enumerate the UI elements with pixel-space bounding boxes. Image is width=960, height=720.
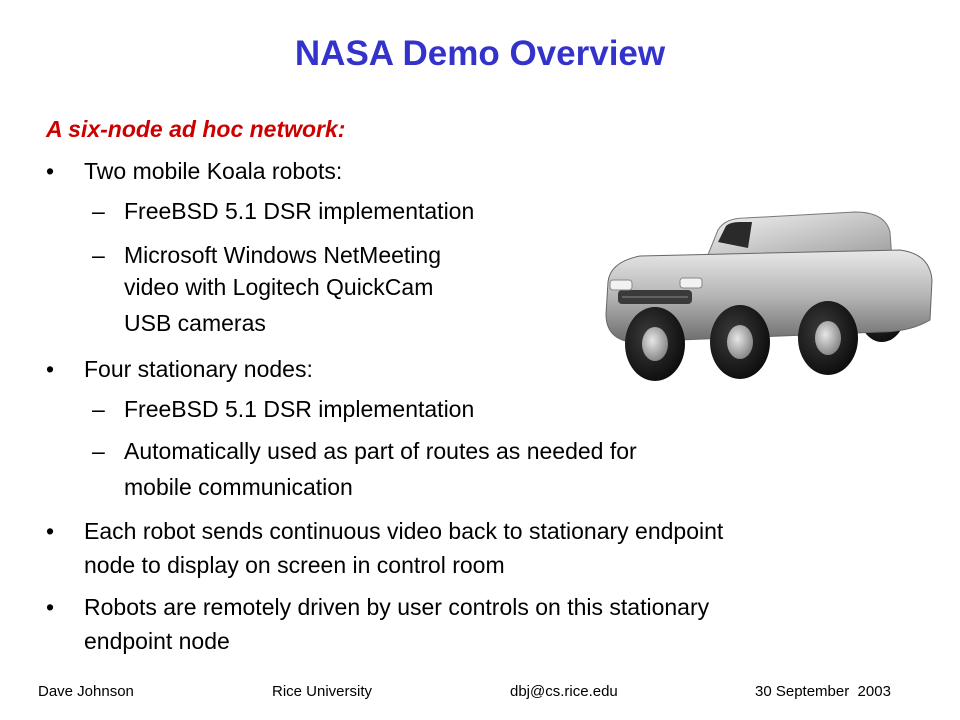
koala-robot-image bbox=[600, 202, 935, 382]
sub-bullet-marker: – bbox=[92, 396, 105, 422]
footer-email: dbj@cs.rice.edu bbox=[510, 683, 618, 700]
headlight bbox=[610, 280, 632, 290]
footer-author: Dave Johnson bbox=[38, 683, 134, 700]
bullet-marker: • bbox=[46, 158, 55, 184]
slide-subtitle: A six-node ad hoc network: bbox=[46, 116, 346, 142]
sub-bullet-text: video with Logitech QuickCam bbox=[124, 274, 434, 300]
sub-bullet-marker: – bbox=[92, 242, 105, 268]
sub-bullet-text: mobile communication bbox=[124, 474, 353, 500]
footer-institution: Rice University bbox=[272, 683, 373, 700]
slide-title: NASA Demo Overview bbox=[294, 34, 666, 73]
bullet-text: Four stationary nodes: bbox=[84, 356, 313, 382]
bullet-text: Robots are remotely driven by user controls on this stationary bbox=[84, 594, 710, 620]
sub-bullet-marker: – bbox=[92, 438, 105, 464]
sub-bullet-text: FreeBSD 5.1 DSR implementation bbox=[124, 198, 475, 224]
bullet-text: Two mobile Koala robots: bbox=[84, 158, 343, 184]
bullet-text: node to display on screen in control room bbox=[84, 552, 505, 578]
sub-bullet-text: Automatically used as part of routes as needed for bbox=[124, 438, 637, 464]
bullet-text: endpoint node bbox=[84, 628, 230, 654]
sub-bullet-marker: – bbox=[92, 198, 105, 224]
sub-bullet-text: Microsoft Windows NetMeeting bbox=[124, 242, 441, 268]
headlight bbox=[680, 278, 702, 288]
sub-bullet-text: FreeBSD 5.1 DSR implementation bbox=[124, 396, 475, 422]
sub-bullet-text: USB cameras bbox=[124, 310, 266, 336]
bullet-marker: • bbox=[46, 356, 55, 382]
bullet-marker: • bbox=[46, 594, 55, 620]
footer-date: 30 September 2003 bbox=[755, 683, 891, 700]
bullet-text: Each robot sends continuous video back to stationary endpoint bbox=[84, 518, 724, 544]
bullet-marker: • bbox=[46, 518, 55, 544]
